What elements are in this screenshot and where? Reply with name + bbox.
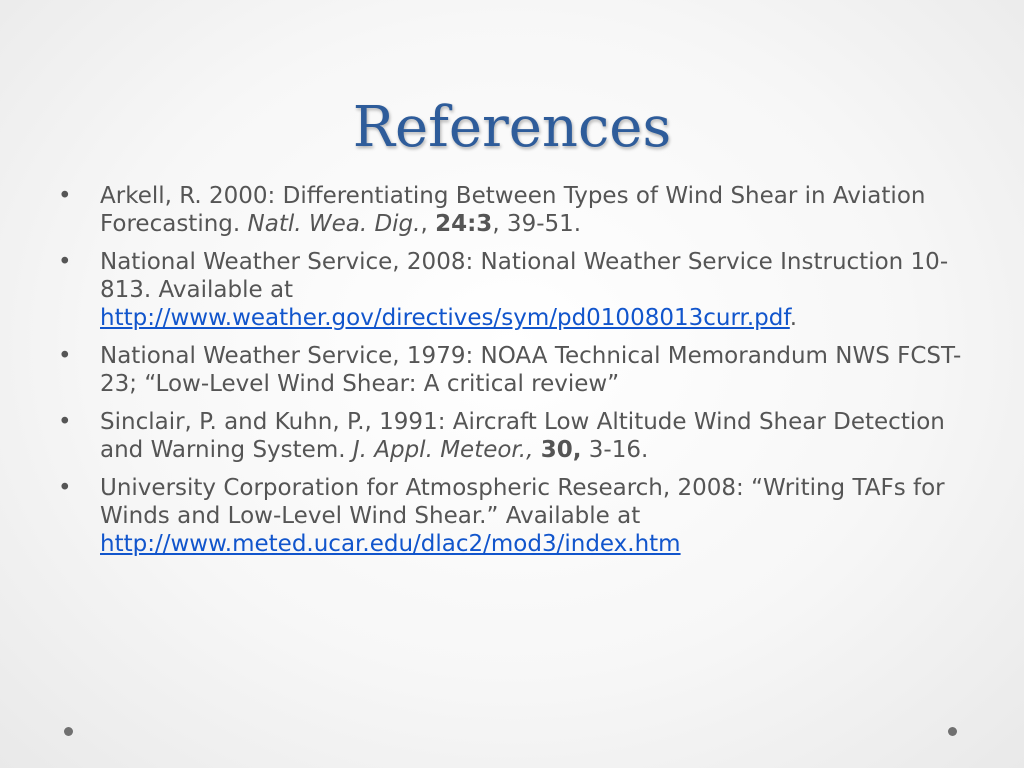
- reference-text: Arkell, R. 2000: Differentiating Between Types of Wind Shear in Aviation Forecasting.: [100, 183, 926, 237]
- reference-pages: , 39-51.: [492, 211, 582, 237]
- reference-separator: ,: [420, 211, 436, 237]
- reference-separator: [533, 437, 540, 463]
- reference-link-nws[interactable]: http://www.weather.gov/directives/sym/pd01008013curr.pdf: [100, 305, 790, 331]
- bullet-icon: •: [58, 343, 72, 369]
- decorative-dot-right: [948, 727, 957, 736]
- bullet-icon: •: [58, 183, 72, 209]
- reference-tail: .: [789, 305, 798, 331]
- reference-link-ucar[interactable]: http://www.meted.ucar.edu/dlac2/mod3/index.htm: [100, 531, 681, 557]
- reference-text: Sinclair, P. and Kuhn, P., 1991: Aircraft Low Altitude Wind Shear Detection and Warning System.: [100, 409, 945, 463]
- journal-name: Natl. Wea. Dig.: [247, 211, 421, 237]
- journal-volume: 24:3: [435, 211, 493, 237]
- reference-text: National Weather Service, 1979: NOAA Technical Memorandum NWS FCST-23; “Low-Level Wind Shear: A critical review”: [100, 343, 962, 397]
- decorative-dot-left: [64, 727, 73, 736]
- bullet-icon: •: [58, 475, 72, 501]
- bullet-icon: •: [58, 249, 72, 275]
- references-list: [58, 182, 968, 568]
- journal-volume: 30,: [540, 437, 582, 463]
- reference-item-nws-1979: [58, 342, 968, 398]
- journal-name: J. Appl. Meteor.,: [352, 437, 534, 463]
- bullet-icon: •: [58, 409, 72, 435]
- reference-pages: 3-16.: [581, 437, 649, 463]
- reference-item-sinclair: [58, 408, 968, 464]
- reference-item-nws-2008: [58, 248, 968, 332]
- reference-item-ucar: [58, 474, 968, 558]
- reference-item-arkell: [58, 182, 968, 238]
- reference-text: University Corporation for Atmospheric Research, 2008: “Writing TAFs for Winds and Low-Level Wind Shear.” Available at: [100, 475, 945, 529]
- slide-title: References: [352, 95, 672, 160]
- reference-text: National Weather Service, 2008: National Weather Service Instruction 10-813. Available at: [100, 249, 949, 303]
